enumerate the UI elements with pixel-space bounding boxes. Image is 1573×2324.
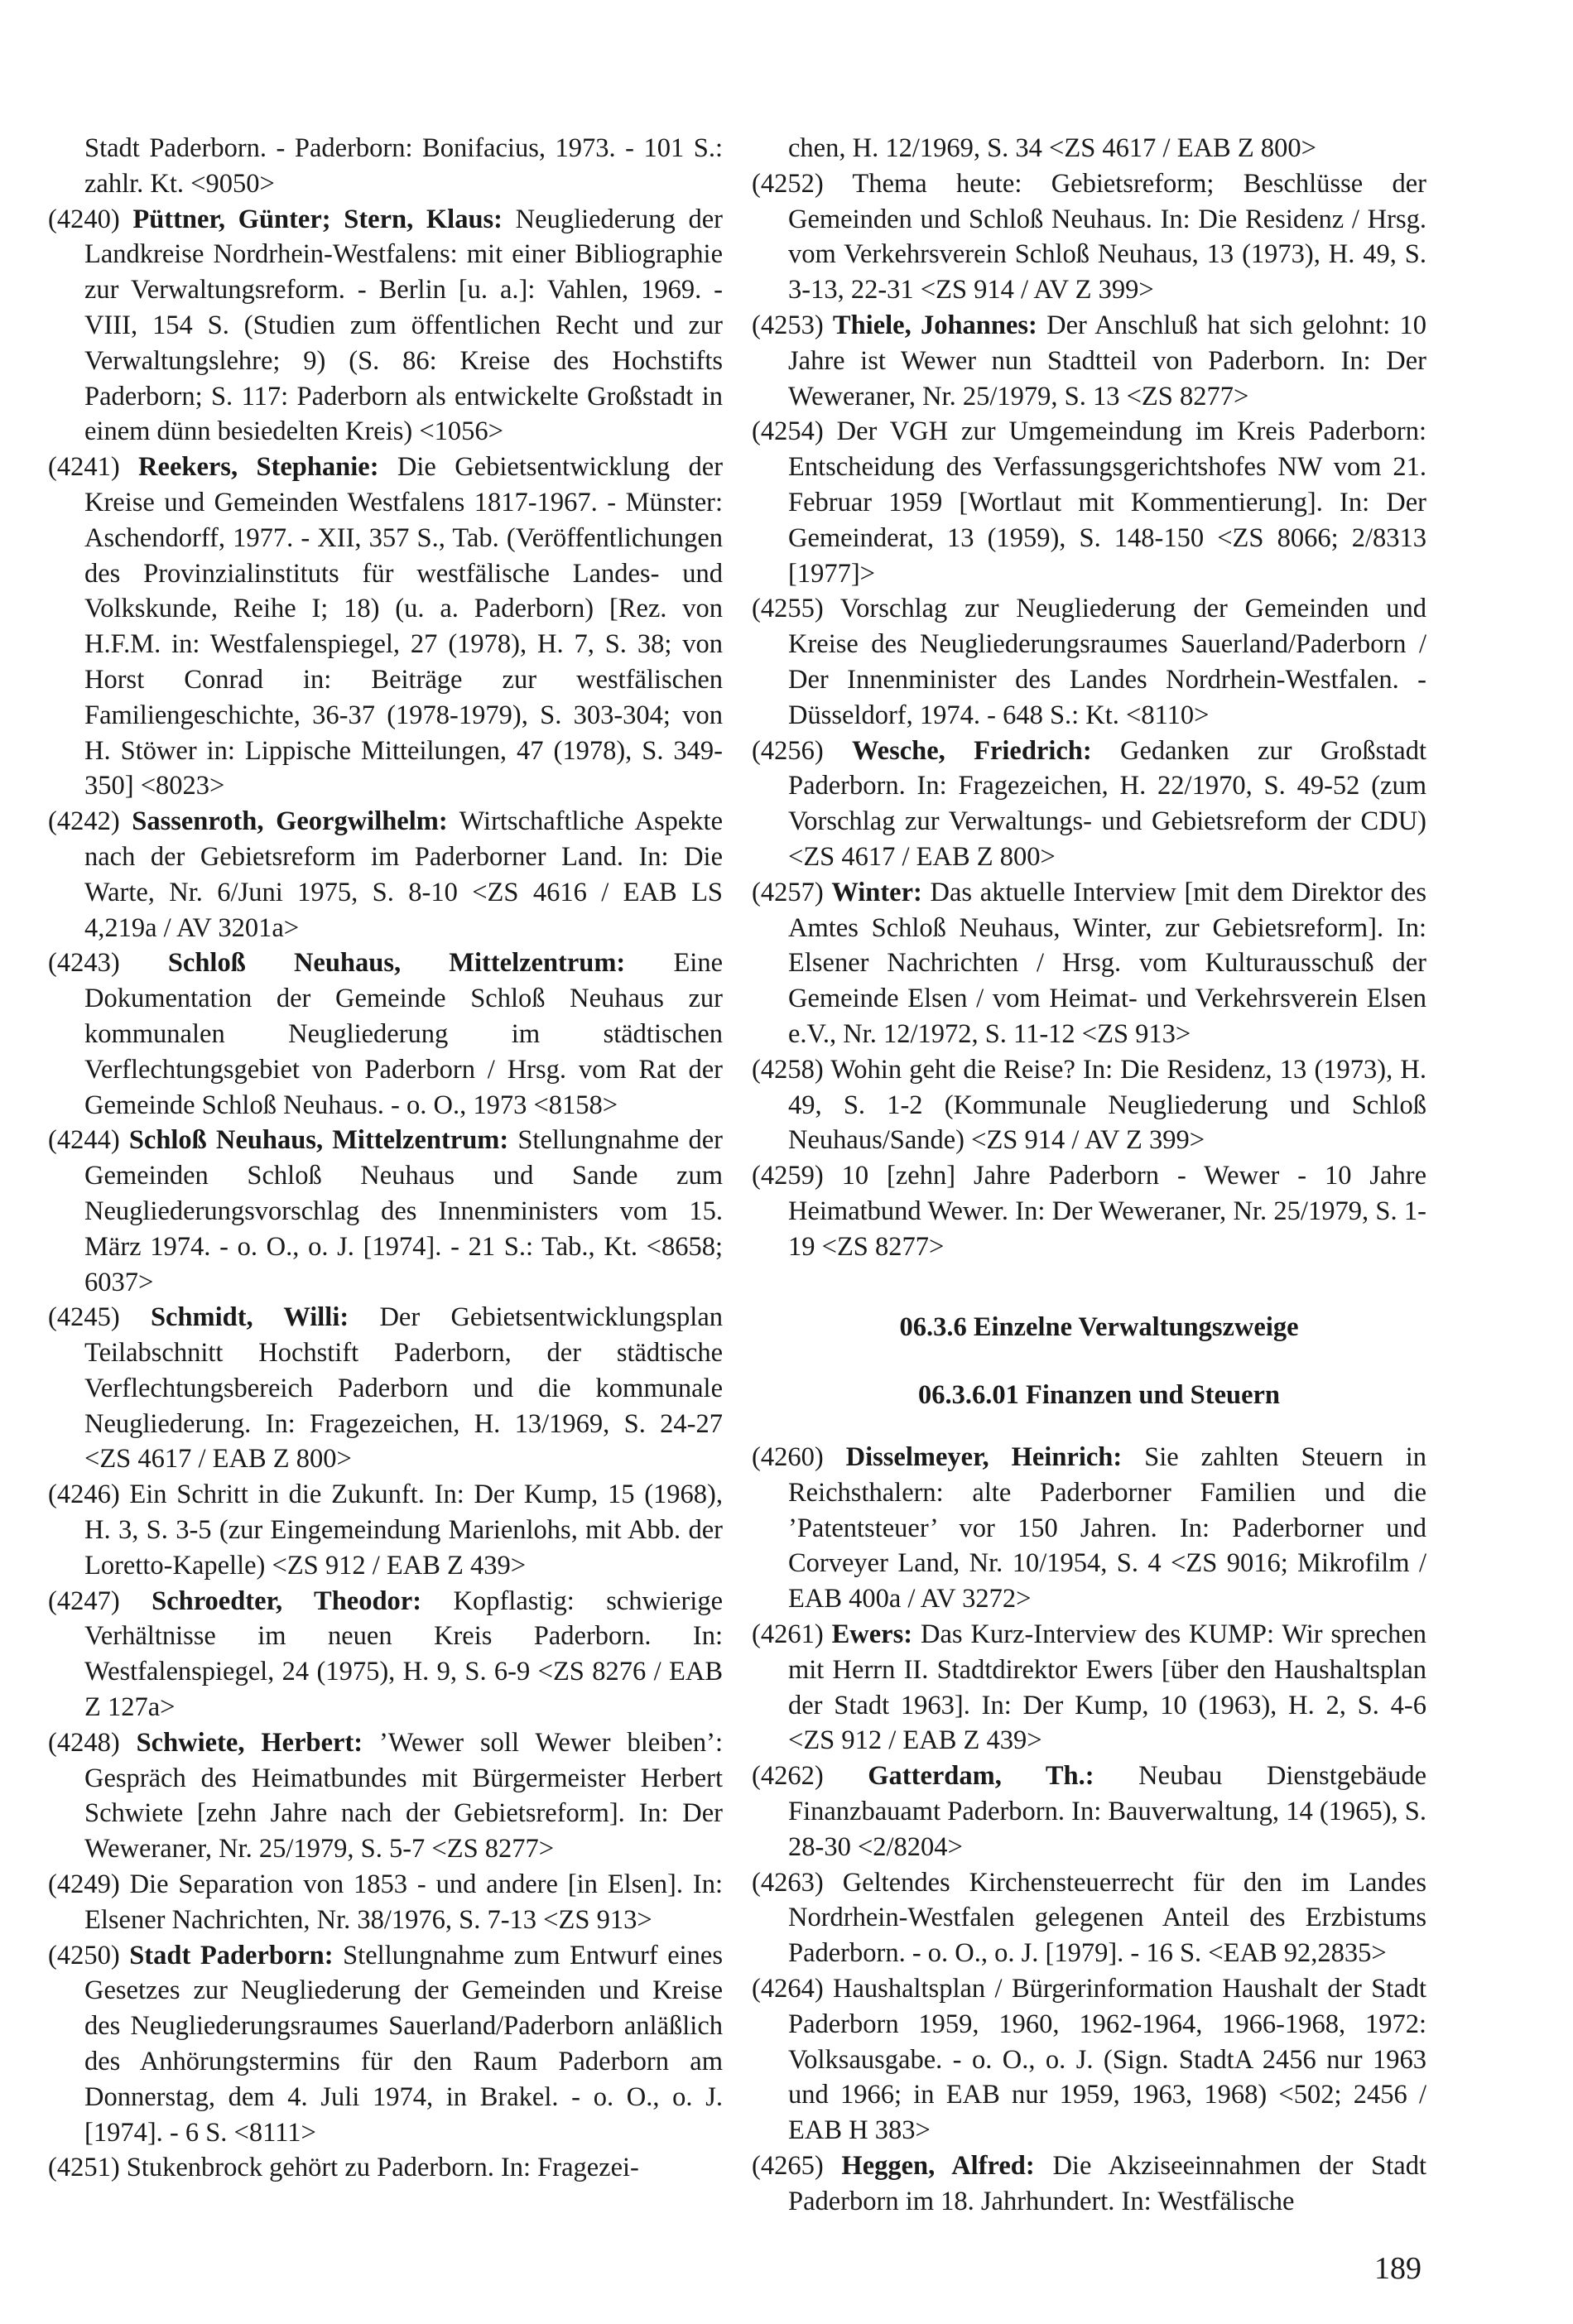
bibliography-entry [752, 591, 1426, 733]
entry-number: (4243) [48, 948, 120, 979]
entry-text: Die Separation von 1853 - und andere [in Elsen]. In: Elsener Nachrichten, Nr. 38/1976, S. 7-13 <ZS 913> [84, 1869, 724, 1935]
bibliography-entry [48, 1123, 723, 1300]
entry-number: (4250) [48, 1940, 120, 1970]
bibliography-entry [48, 202, 723, 450]
entry-number: (4247) [48, 1585, 120, 1616]
entry-text: Die Akziseeinnahmen der Stadt Paderborn im 18. Jahrhundert. In: Westfälische [788, 2151, 1426, 2216]
entry-number: (4255) [752, 594, 824, 624]
entry-author: Püttner, Günter; Stern, Klaus: [132, 204, 503, 234]
bibliography-entry [752, 1865, 1426, 1971]
continuation-text: Stadt Paderborn. - Paderborn: Bonifacius, 1973. - 101 S.: zahlr. Kt. <9050> [84, 133, 723, 199]
bibliography-entry [48, 1584, 723, 1725]
entry-number: (4264) [752, 1974, 824, 2004]
bibliography-entry [752, 1971, 1426, 2148]
entry-text: Ein Schritt in die Zukunft. In: Der Kump, 15 (1968), H. 3, S. 3-5 (zur Eingemeindung Marienlohs, mit Abb. der Loretto-Kapelle) <ZS 912 / EAB Z 439> [84, 1480, 724, 1581]
continuation-text: chen, H. 12/1969, S. 34 <ZS 4617 / EAB Z 800> [788, 133, 1316, 163]
entry-text: Das aktuelle Interview [mit dem Direktor des Amtes Schloß Neuhaus, Winter, zur Gebietsreform]. In: Elsener Nachrichten / Hrsg. vom Kulturausschuß der Gemeinde Elsen / vom Heimat- und Verkehrsverein Elsen e.V., Nr. 12/1972, S. 11-12 <ZS 913> [788, 877, 1426, 1049]
bibliography-entry [48, 1300, 723, 1477]
entry-author: Stadt Paderborn: [129, 1940, 334, 1970]
entry-author: Thiele, Johannes: [832, 310, 1037, 340]
entry-text: Stukenbrock gehört zu Paderborn. In: Fragezei- [126, 2153, 639, 2183]
bibliography-entry [48, 1867, 723, 1938]
entry-number: (4244) [48, 1125, 120, 1156]
entry-number: (4249) [48, 1869, 120, 1900]
bibliography-entry [48, 1725, 723, 1867]
entry-author: Wesche, Friedrich: [851, 735, 1092, 766]
entry-author: Disselmeyer, Heinrich: [845, 1442, 1123, 1473]
entry-author: Schloß Neuhaus, Mittelzentrum: [128, 1125, 509, 1156]
entry-author: Ewers: [831, 1619, 913, 1650]
entry-author: Schloß Neuhaus, Mittelzentrum: [167, 948, 626, 979]
entry-number: (4246) [48, 1480, 120, 1510]
entry-text: Sie zahlten Steuern in Reichsthalern: alte Paderborner Familien und die ’Patentsteuer’ vor 150 Jahren. In: Paderborner und Corveyer Land, Nr. 10/1954, S. 4 <ZS 9016; Mikrofilm / EAB 400a / AV 3272> [788, 1442, 1427, 1614]
entry-number: (4252) [752, 168, 824, 199]
entry-text: Haushaltsplan / Bürgerinformation Haushalt der Stadt Paderborn 1959, 1960, 1962-1964, 1966-1968, 1972: Volksausgabe. - o. O., o. J. (Sign. StadtA 2456 nur 1963 und 1966; in EAB nur 1959, 1963, 1968) <502; 2456 / EAB H 383> [788, 1974, 1426, 2146]
bibliography-entry [752, 734, 1426, 875]
right-entries-finance [752, 1440, 1426, 2220]
entry-number: (4241) [48, 452, 120, 483]
entry-author: Heggen, Alfred: [841, 2151, 1035, 2182]
entry-number: (4248) [48, 1727, 120, 1758]
entry-text: Neubau Dienstgebäude Finanzbauamt Paderborn. In: Bauverwaltung, 14 (1965), S. 28-30 <2/8204> [788, 1761, 1426, 1862]
entry-author: Reekers, Stephanie: [138, 452, 379, 483]
bibliography-entry [48, 450, 723, 804]
entry-text: Wirtschaftliche Aspekte nach der Gebietsreform im Paderborner Land. In: Die Warte, Nr. 6/Juni 1975, S. 8-10 <ZS 4616 / EAB LS 4,219a / AV 3201a> [84, 806, 723, 943]
bibliography-entry [752, 2148, 1426, 2220]
entry-text: 10 [zehn] Jahre Paderborn - Wewer - 10 Jahre Heimatbund Wewer. In: Der Weweraner, Nr. 25/1979, S. 1-19 <ZS 8277> [788, 1161, 1427, 1262]
entry-author: Sassenroth, Georgwilhelm: [132, 806, 448, 837]
right-column [752, 131, 1426, 2220]
bibliography-entry [48, 1938, 723, 2151]
entry-text: ’Wewer soll Wewer bleiben’: Gespräch des Heimatbundes mit Bürgermeister Herbert Schwiete [zehn Jahre nach der Gebietsreform]. In: Der Weweraner, Nr. 25/1979, S. 5-7 <ZS 8277> [84, 1727, 723, 1864]
bibliography-entry [48, 804, 723, 945]
bibliography-entry [752, 414, 1426, 591]
entry-number: (4263) [752, 1867, 824, 1898]
entry-number: (4253) [752, 310, 824, 340]
entry-text: Stellungnahme zum Entwurf eines Gesetzes zur Neugliederung der Gemeinden und Kreise des Neugliederungsraumes Sauerland/Paderborn anläßlich des Anhörungstermins für den Raum Paderborn am Donnerstag, dem 4. Juli 1974, in Brakel. - o. O., o. J. [1974]. - 6 S. <8111> [84, 1940, 724, 2148]
entry-number: (4260) [752, 1442, 824, 1473]
entry-text: Der Anschluß hat sich gelohnt: 10 Jahre ist Wewer nun Stadtteil von Paderborn. In: Der Weweraner, Nr. 25/1979, S. 13 <ZS 8277> [788, 310, 1426, 411]
entry-text: Die Gebietsentwicklung der Kreise und Gemeinden Westfalens 1817-1967. - Münster: Aschendorff, 1977. - XII, 357 S., Tab. (Veröffentlichungen des Provinzialinstituts für westfälische Landes- und Volkskunde, Reihe I; 18) (u. a. Paderborn) [Rez. von H.F.M. in: Westfalenspiegel, 27 (1978), H. 7, S. 38; von Horst Conrad in: Beiträge zur westfälischen Familiengeschichte, 36-37 (1978-1979), S. 303-304; von H. Stöwer in: Lippische Mitteilungen, 47 (1978), S. 349-350] <8023> [84, 452, 724, 801]
entry-text: Gedanken zur Großstadt Paderborn. In: Fragezeichen, H. 22/1970, S. 49-52 (zum Vorschlag zur Verwaltungs- und Gebietsreform der CDU) <ZS 4617 / EAB Z 800> [788, 735, 1427, 872]
entry-author: Gatterdam, Th.: [868, 1761, 1094, 1792]
entry-text: Der Gebietsentwicklungsplan Teilabschnitt Hochstift Paderborn, der städtische Verflechtungsbereich Paderborn und die kommunale Neugliederung. In: Fragezeichen, H. 13/1969, S. 24-27 <ZS 4617 / EAB Z 800> [84, 1302, 723, 1475]
entry-number: (4258) [752, 1054, 824, 1085]
right-entries [752, 166, 1426, 1265]
bibliography-entry [752, 875, 1426, 1052]
entry-number: (4242) [48, 806, 120, 837]
entry-number: (4261) [752, 1619, 824, 1650]
entry-number: (4254) [752, 416, 824, 447]
bibliography-entry [48, 945, 723, 1123]
entry-author: Winter: [831, 877, 922, 907]
entry-text: Wohin geht die Reise? In: Die Residenz, 13 (1973), H. 49, S. 1-2 (Kommunale Neugliederung und Schloß Neuhaus/Sande) <ZS 914 / AV Z 399> [788, 1054, 1426, 1156]
entry-text: Das Kurz-Interview des KUMP: Wir sprechen mit Herrn II. Stadtdirektor Ewers [über den Haushaltsplan der Stadt 1963]. In: Der Kump, 10 (1963), H. 2, S. 4-6 <ZS 912 / EAB Z 439> [788, 1619, 1427, 1756]
entry-text: Neugliederung der Landkreise Nordrhein-Westfalens: mit einer Bibliographie zur Verwaltungsreform. - Berlin [u. a.]: Vahlen, 1969. - VIII, 154 S. (Studien zum öffentlichen Recht und zur Verwaltungslehre; 9) (S. 86: Kreise des Hochstifts Paderborn; S. 117: Paderborn als entwickelte Großstadt in einem dünn besiedelten Kreis) <1056> [84, 204, 723, 447]
left-column [48, 131, 723, 2186]
entry-number: (4262) [752, 1761, 824, 1792]
section-heading: 06.3.6 Einzelne Verwaltungszweige [899, 1311, 1299, 1342]
bibliography-entry [752, 1759, 1426, 1864]
entry-number: (4259) [752, 1161, 824, 1191]
bibliography-entry [48, 1477, 723, 1583]
entry-number: (4257) [752, 877, 824, 907]
page-number: 189 [1374, 2251, 1421, 2286]
left-entries [48, 202, 723, 2187]
entry-text: Kopflastig: schwierige Verhältnisse im neuen Kreis Paderborn. In: Westfalenspiegel, 24 (1975), H. 9, S. 6-9 <ZS 8276 / EAB Z 127a> [84, 1585, 723, 1723]
bibliography-entry [752, 308, 1426, 414]
bibliography-entry [752, 166, 1426, 308]
bibliography-entry [752, 1052, 1426, 1158]
entry-number: (4265) [752, 2151, 824, 2182]
bibliography-entry [752, 1617, 1426, 1759]
bibliography-entry [752, 1440, 1426, 1617]
entry-number: (4245) [48, 1302, 120, 1333]
entry-text: Der VGH zur Umgemeindung im Kreis Paderborn: Entscheidung des Verfassungsgerichtshofes NW vom 21. Februar 1959 [Wortlaut mit Kommentierung]. In: Der Gemeinderat, 13 (1959), S. 148-150 <ZS 8066; 2/8313 [1977]> [788, 416, 1427, 589]
entry-text: Stellungnahme der Gemeinden Schloß Neuhaus und Sande zum Neugliederungsvorschlag des Innenministers vom 15. März 1974. - o. O., o. J. [1974]. - 21 S.: Tab., Kt. <8658; 6037> [84, 1125, 723, 1297]
entry-author: Schmidt, Willi: [150, 1302, 349, 1333]
subsection-heading: 06.3.6.01 Finanzen und Steuern [917, 1380, 1280, 1411]
entry-author: Schwiete, Herbert: [136, 1727, 363, 1758]
entry-number: (4256) [752, 735, 824, 766]
bibliography-entry [48, 2150, 723, 2186]
entry-text: Geltendes Kirchensteuerrecht für den im Landes Nordrhein-Westfalen gelegenen Anteil des Erzbistums Paderborn. - o. O., o. J. [1979]. - 16 S. <EAB 92,2835> [788, 1867, 1426, 1969]
entry-text: Thema heute: Gebietsreform; Beschlüsse der Gemeinden und Schloß Neuhaus. In: Die Residenz / Hrsg. vom Verkehrsverein Schloß Neuhaus, 13 (1973), H. 49, S. 3-13, 22-31 <ZS 914 / AV Z 399> [788, 168, 1426, 306]
entry-text: Eine Dokumentation der Gemeinde Schloß Neuhaus zur kommunalen Neugliederung im städtischen Verflechtungsgebiet von Paderborn / Hrsg. vom Rat der Gemeinde Schloß Neuhaus. - o. O., 1973 <8158> [84, 948, 723, 1120]
entry-author: Schroedter, Theodor: [152, 1585, 422, 1616]
entry-number: (4240) [48, 204, 120, 234]
entry-text: Vorschlag zur Neugliederung der Gemeinden und Kreise des Neugliederungsraumes Sauerland/Paderborn / Der Innenminister des Landes Nordrhein-Westfalen. - Düsseldorf, 1974. - 648 S.: Kt. <8110> [788, 594, 1426, 730]
entry-number: (4251) [48, 2153, 120, 2183]
bibliography-entry [752, 1158, 1426, 1264]
